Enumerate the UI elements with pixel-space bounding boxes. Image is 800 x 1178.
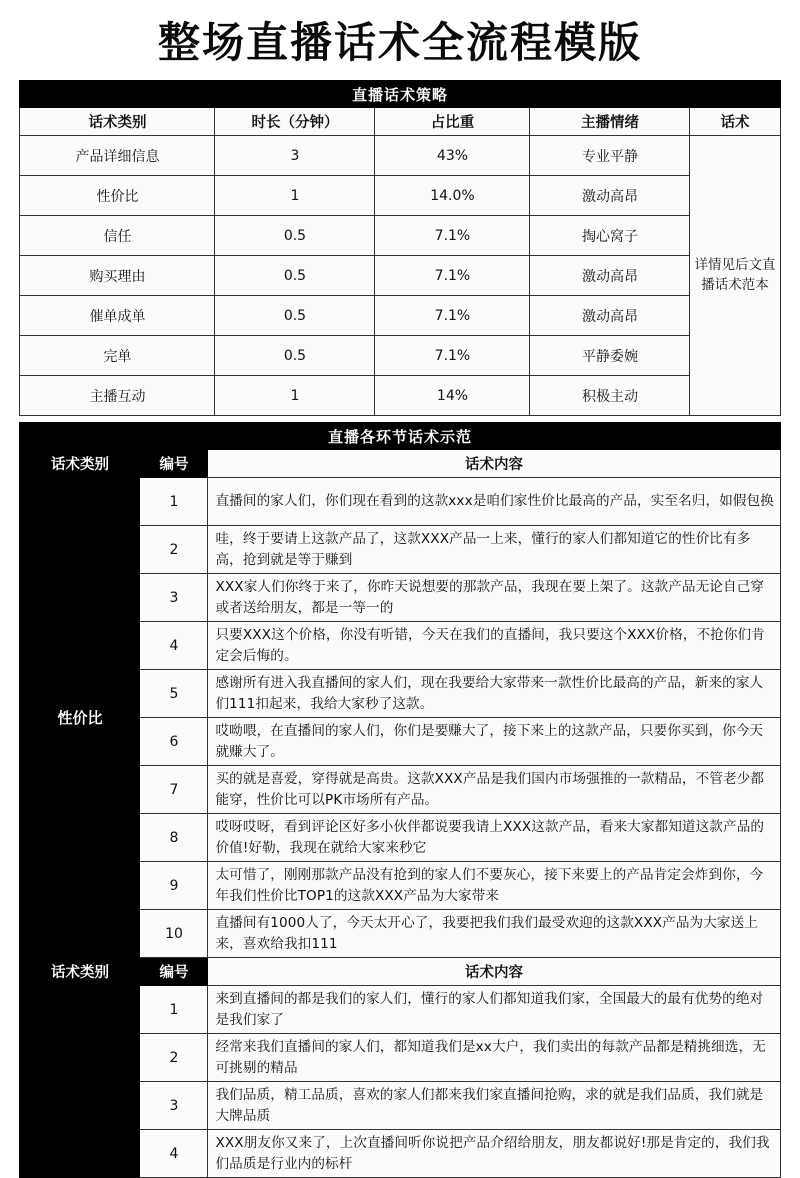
examples-col-no: 编号 (140, 450, 208, 478)
table-row (20, 256, 780, 296)
strategy-ratio: 43% (375, 136, 530, 176)
strategy-duration: 0.5 (215, 216, 375, 256)
table-row (20, 478, 780, 526)
examples-col-category: 话术类别 (20, 958, 140, 986)
example-text: XXX家人们你终于来了，你昨天说想要的那款产品，我现在要上架了。这款产品无论自己穿或者送给朋友，都是一等一的 (208, 574, 780, 622)
table-row (20, 216, 780, 256)
strategy-emotion: 激动高昂 (530, 176, 690, 216)
example-no: 1 (140, 986, 208, 1034)
strategy-duration: 0.5 (215, 296, 375, 336)
strategy-ratio: 7.1% (375, 296, 530, 336)
example-text: 只要XXX这个价格，你没有听错，今天在我们的直播间，我只要这个XXX价格，不抢你们肯定会后悔的。 (208, 622, 780, 670)
example-no: 3 (140, 1082, 208, 1130)
example-no: 9 (140, 862, 208, 910)
strategy-ratio: 7.1% (375, 336, 530, 376)
examples-col-category: 话术类别 (20, 450, 140, 478)
example-text: 直播间的家人们，你们现在看到的这款xxx是咱们家性价比最高的产品，实至名归，如假包换 (208, 478, 780, 526)
example-no: 1 (140, 478, 208, 526)
strategy-emotion: 激动高昂 (530, 296, 690, 336)
example-text: 来到直播间的都是我们的家人们，懂行的家人们都知道我们家，全国最大的最有优势的绝对是我们家了 (208, 986, 780, 1034)
strategy-table (19, 80, 780, 416)
table-row (20, 376, 780, 416)
strategy-category: 完单 (20, 336, 215, 376)
table-row (20, 176, 780, 216)
strategy-category: 产品详细信息 (20, 136, 215, 176)
strategy-ratio: 14.0% (375, 176, 530, 216)
example-text: 经常来我们直播间的家人们，都知道我们是xx大户，我们卖出的每款产品都是精挑细选，无可挑剔的精品 (208, 1034, 780, 1082)
strategy-emotion: 专业平静 (530, 136, 690, 176)
example-text: 哎呦喂，在直播间的家人们，你们是要赚大了，接下来上的这款产品，只要你买到，你今天就赚大了。 (208, 718, 780, 766)
strategy-duration: 0.5 (215, 336, 375, 376)
example-text: 哎呀哎呀，看到评论区好多小伙伴都说要我请上XXX这款产品，看来大家都知道这款产品的价值!好勒，我现在就给大家来秒它 (208, 814, 780, 862)
strategy-emotion: 激动高昂 (530, 256, 690, 296)
example-no: 10 (140, 910, 208, 958)
strategy-ratio: 7.1% (375, 216, 530, 256)
example-text: 太可惜了，刚刚那款产品没有抢到的家人们不要灰心，接下来要上的产品肯定会炸到你，今年我们性价比TOP1的这款XXX产品为大家带来 (208, 862, 780, 910)
example-text: 直播间有1000人了，今天太开心了，我要把我们我们最受欢迎的这款XXX产品为大家送上来，喜欢给我扣111 (208, 910, 780, 958)
table-row (20, 296, 780, 336)
example-no: 6 (140, 718, 208, 766)
examples-col-content: 话术内容 (208, 958, 780, 986)
example-text: 我们品质，精工品质，喜欢的家人们都来我们家直播间抢购，求的就是我们品质，我们就是大牌品质 (208, 1082, 780, 1130)
strategy-category: 信任 (20, 216, 215, 256)
strategy-duration: 1 (215, 176, 375, 216)
strategy-header-row (20, 108, 780, 136)
strategy-ratio: 7.1% (375, 256, 530, 296)
page-title: 整场直播话术全流程模版 (157, 18, 642, 67)
example-no: 2 (140, 526, 208, 574)
strategy-emotion: 平静委婉 (530, 336, 690, 376)
example-no: 4 (140, 1130, 208, 1178)
example-no: 2 (140, 1034, 208, 1082)
example-text: XXX朋友你又来了，上次直播间听你说把产品介绍给朋友，朋友都说好!那是肯定的，我们我们品质是行业内的标杆 (208, 1130, 780, 1178)
examples-category-label: 性价比 (20, 478, 140, 958)
strategy-col-duration: 时长（分钟） (215, 108, 375, 136)
strategy-col-script: 话术 (690, 108, 780, 136)
strategy-band-title: 直播话术策略 (20, 81, 780, 108)
table-row (20, 136, 780, 176)
example-text: 买的就是喜爱，穿得就是高贵。这款XXX产品是我们国内市场强推的一款精品，不管老少都能穿，性价比可以PK市场所有产品。 (208, 766, 780, 814)
strategy-note: 详情见后文直播话术范本 (690, 136, 780, 416)
strategy-category: 购买理由 (20, 256, 215, 296)
strategy-duration: 0.5 (215, 256, 375, 296)
strategy-band-row (20, 81, 780, 108)
strategy-category: 催单成单 (20, 296, 215, 336)
strategy-category: 主播互动 (20, 376, 215, 416)
examples-band-row (20, 423, 780, 450)
strategy-emotion: 掏心窝子 (530, 216, 690, 256)
example-no: 4 (140, 622, 208, 670)
table-row (20, 336, 780, 376)
strategy-col-ratio: 占比重 (375, 108, 530, 136)
example-text: 感谢所有进入我直播间的家人们，现在我要给大家带来一款性价比最高的产品，新来的家人们111扣起来，我给大家秒了这款。 (208, 670, 780, 718)
strategy-ratio: 14% (375, 376, 530, 416)
strategy-emotion: 积极主动 (530, 376, 690, 416)
examples-band-title: 直播各环节话术示范 (20, 423, 780, 450)
examples-table (19, 422, 780, 1178)
strategy-duration: 1 (215, 376, 375, 416)
strategy-category: 性价比 (20, 176, 215, 216)
strategy-col-category: 话术类别 (20, 108, 215, 136)
examples-col-content: 话术内容 (208, 450, 780, 478)
examples-header-row-2 (20, 958, 780, 986)
table-row (20, 986, 780, 1034)
example-no: 5 (140, 670, 208, 718)
examples-col-no: 编号 (140, 958, 208, 986)
strategy-duration: 3 (215, 136, 375, 176)
example-no: 7 (140, 766, 208, 814)
strategy-col-emotion: 主播情绪 (530, 108, 690, 136)
example-no: 3 (140, 574, 208, 622)
example-no: 8 (140, 814, 208, 862)
example-text: 哇，终于要请上这款产品了，这款XXX产品一上来，懂行的家人们都知道它的性价比有多高，抢到就是等于赚到 (208, 526, 780, 574)
examples-header-row (20, 450, 780, 478)
examples-category-label-2 (20, 986, 140, 1178)
